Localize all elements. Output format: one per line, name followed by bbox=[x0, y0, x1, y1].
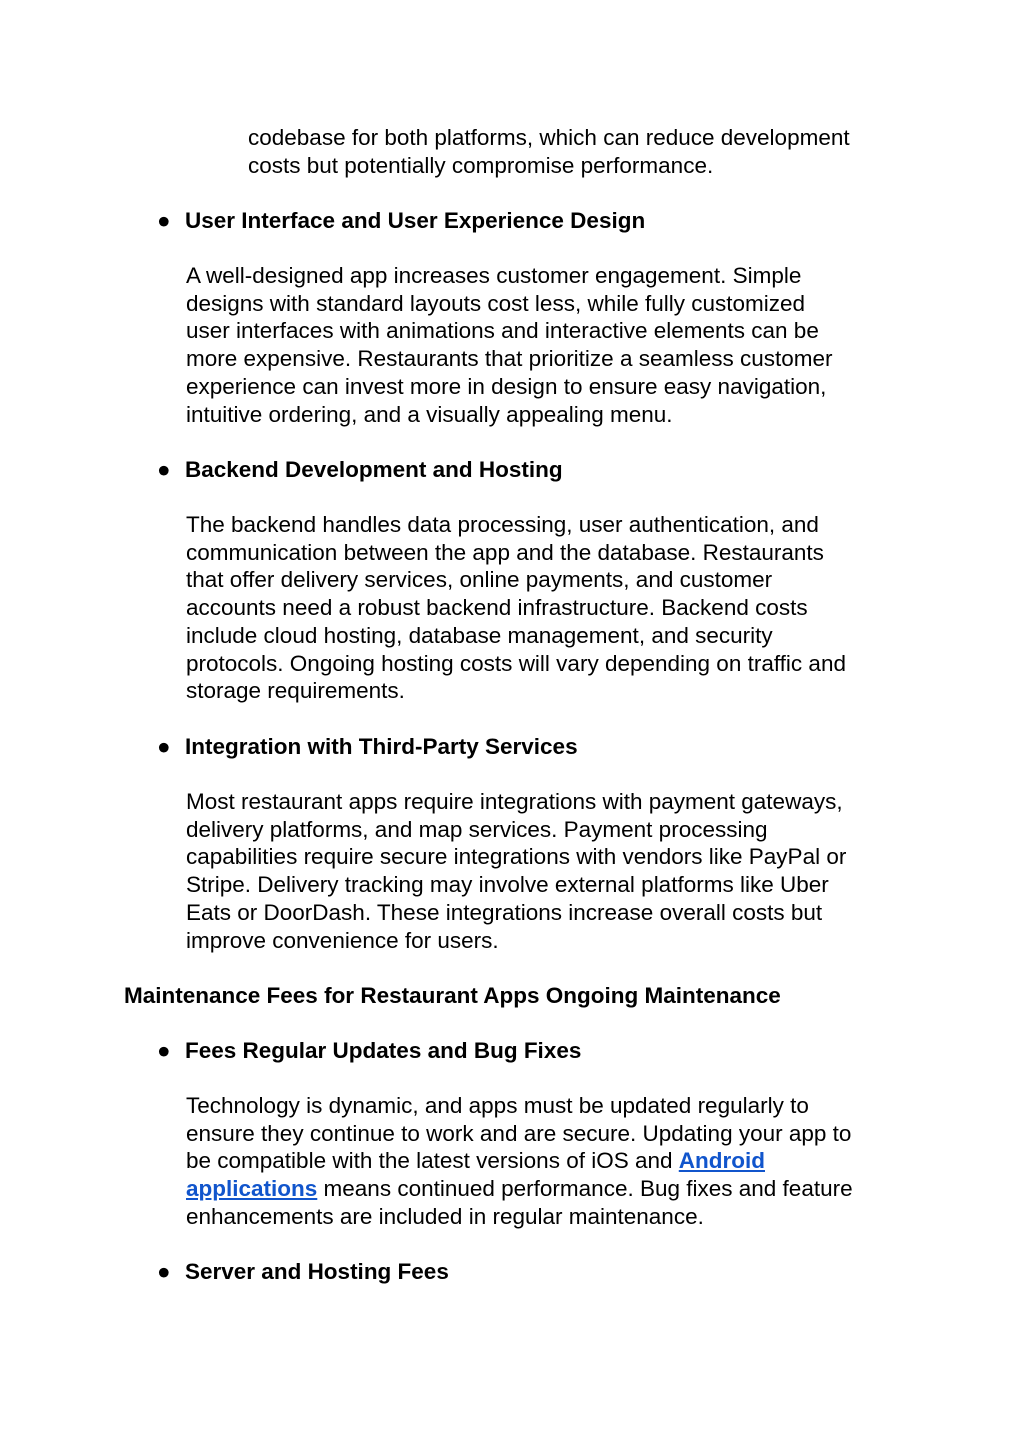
intro-continuation-paragraph bbox=[248, 124, 850, 179]
text-line: more expensive. Restaurants that prioritize a seamless customer bbox=[186, 346, 833, 372]
text-line: intuitive ordering, and a visually appealing menu. bbox=[186, 401, 673, 427]
bullet-heading-text: Fees Regular Updates and Bug Fixes bbox=[185, 1038, 582, 1063]
bullet-heading-text: User Interface and User Experience Design bbox=[185, 208, 646, 233]
text-line: enhancements are included in regular maintenance. bbox=[186, 1203, 704, 1229]
bullet-icon: ● bbox=[157, 457, 171, 482]
bullet-heading-ui-ux bbox=[157, 207, 645, 235]
text-line: protocols. Ongoing hosting costs will vary depending on traffic and bbox=[186, 650, 846, 676]
text-line: user interfaces with animations and interactive elements can be bbox=[186, 318, 819, 344]
android-applications-link-continued[interactable]: applications bbox=[186, 1176, 318, 1202]
bullet-heading-text: Server and Hosting Fees bbox=[185, 1259, 449, 1284]
text-line: improve convenience for users. bbox=[186, 927, 499, 953]
bullet-heading-integration bbox=[157, 733, 578, 761]
bullet-heading-text: Integration with Third-Party Services bbox=[185, 734, 578, 759]
text-line: accounts need a robust backend infrastructure. Backend costs bbox=[186, 595, 808, 621]
text-fragment: means continued performance. Bug fixes and feature bbox=[317, 1176, 853, 1202]
text-fragment: be compatible with the latest versions of iOS and bbox=[186, 1148, 679, 1174]
text-line: Eats or DoorDash. These integrations increase overall costs but bbox=[186, 899, 823, 925]
paragraph-integration bbox=[186, 788, 846, 954]
text-line: that offer delivery services, online payments, and customer bbox=[186, 567, 773, 593]
text-line: experience can invest more in design to ensure easy navigation, bbox=[186, 373, 827, 399]
maintenance-section-heading: Maintenance Fees for Restaurant Apps Ongoing Maintenance bbox=[124, 983, 781, 1008]
text-line: delivery platforms, and map services. Payment processing bbox=[186, 816, 768, 842]
text-line: codebase for both platforms, which can reduce development bbox=[248, 125, 850, 150]
bullet-icon: ● bbox=[157, 734, 171, 759]
bullet-heading-text: Backend Development and Hosting bbox=[185, 457, 563, 482]
text-line: costs but potentially compromise performance. bbox=[248, 152, 714, 178]
text-line: designs with standard layouts cost less, while fully customized bbox=[186, 290, 806, 316]
bullet-icon: ● bbox=[157, 1259, 171, 1284]
text-line: include cloud hosting, database management, and security bbox=[186, 622, 773, 648]
bullet-heading-updates bbox=[157, 1037, 581, 1065]
text-line: communication between the app and the database. Restaurants bbox=[186, 539, 824, 565]
bullet-icon: ● bbox=[157, 208, 171, 233]
paragraph-updates bbox=[186, 1092, 853, 1231]
text-line: ensure they continue to work and are secure. Updating your app to bbox=[186, 1120, 852, 1146]
text-line bbox=[186, 1147, 853, 1175]
text-line bbox=[186, 1175, 853, 1203]
text-line: Most restaurant apps require integrations with payment gateways, bbox=[186, 789, 843, 814]
paragraph-backend bbox=[186, 511, 846, 705]
paragraph-ui-ux bbox=[186, 262, 833, 428]
text-line: capabilities require secure integrations with vendors like PayPal or bbox=[186, 844, 847, 870]
text-line: Technology is dynamic, and apps must be updated regularly to bbox=[186, 1093, 809, 1118]
text-line: Stripe. Delivery tracking may involve external platforms like Uber bbox=[186, 872, 829, 898]
bullet-heading-backend bbox=[157, 456, 563, 484]
text-line: storage requirements. bbox=[186, 678, 405, 704]
text-line: The backend handles data processing, user authentication, and bbox=[186, 512, 819, 537]
bullet-heading-server-hosting bbox=[157, 1258, 449, 1286]
android-applications-link[interactable]: Android bbox=[678, 1148, 765, 1174]
bullet-icon: ● bbox=[157, 1038, 171, 1063]
text-line: A well-designed app increases customer engagement. Simple bbox=[186, 263, 802, 288]
